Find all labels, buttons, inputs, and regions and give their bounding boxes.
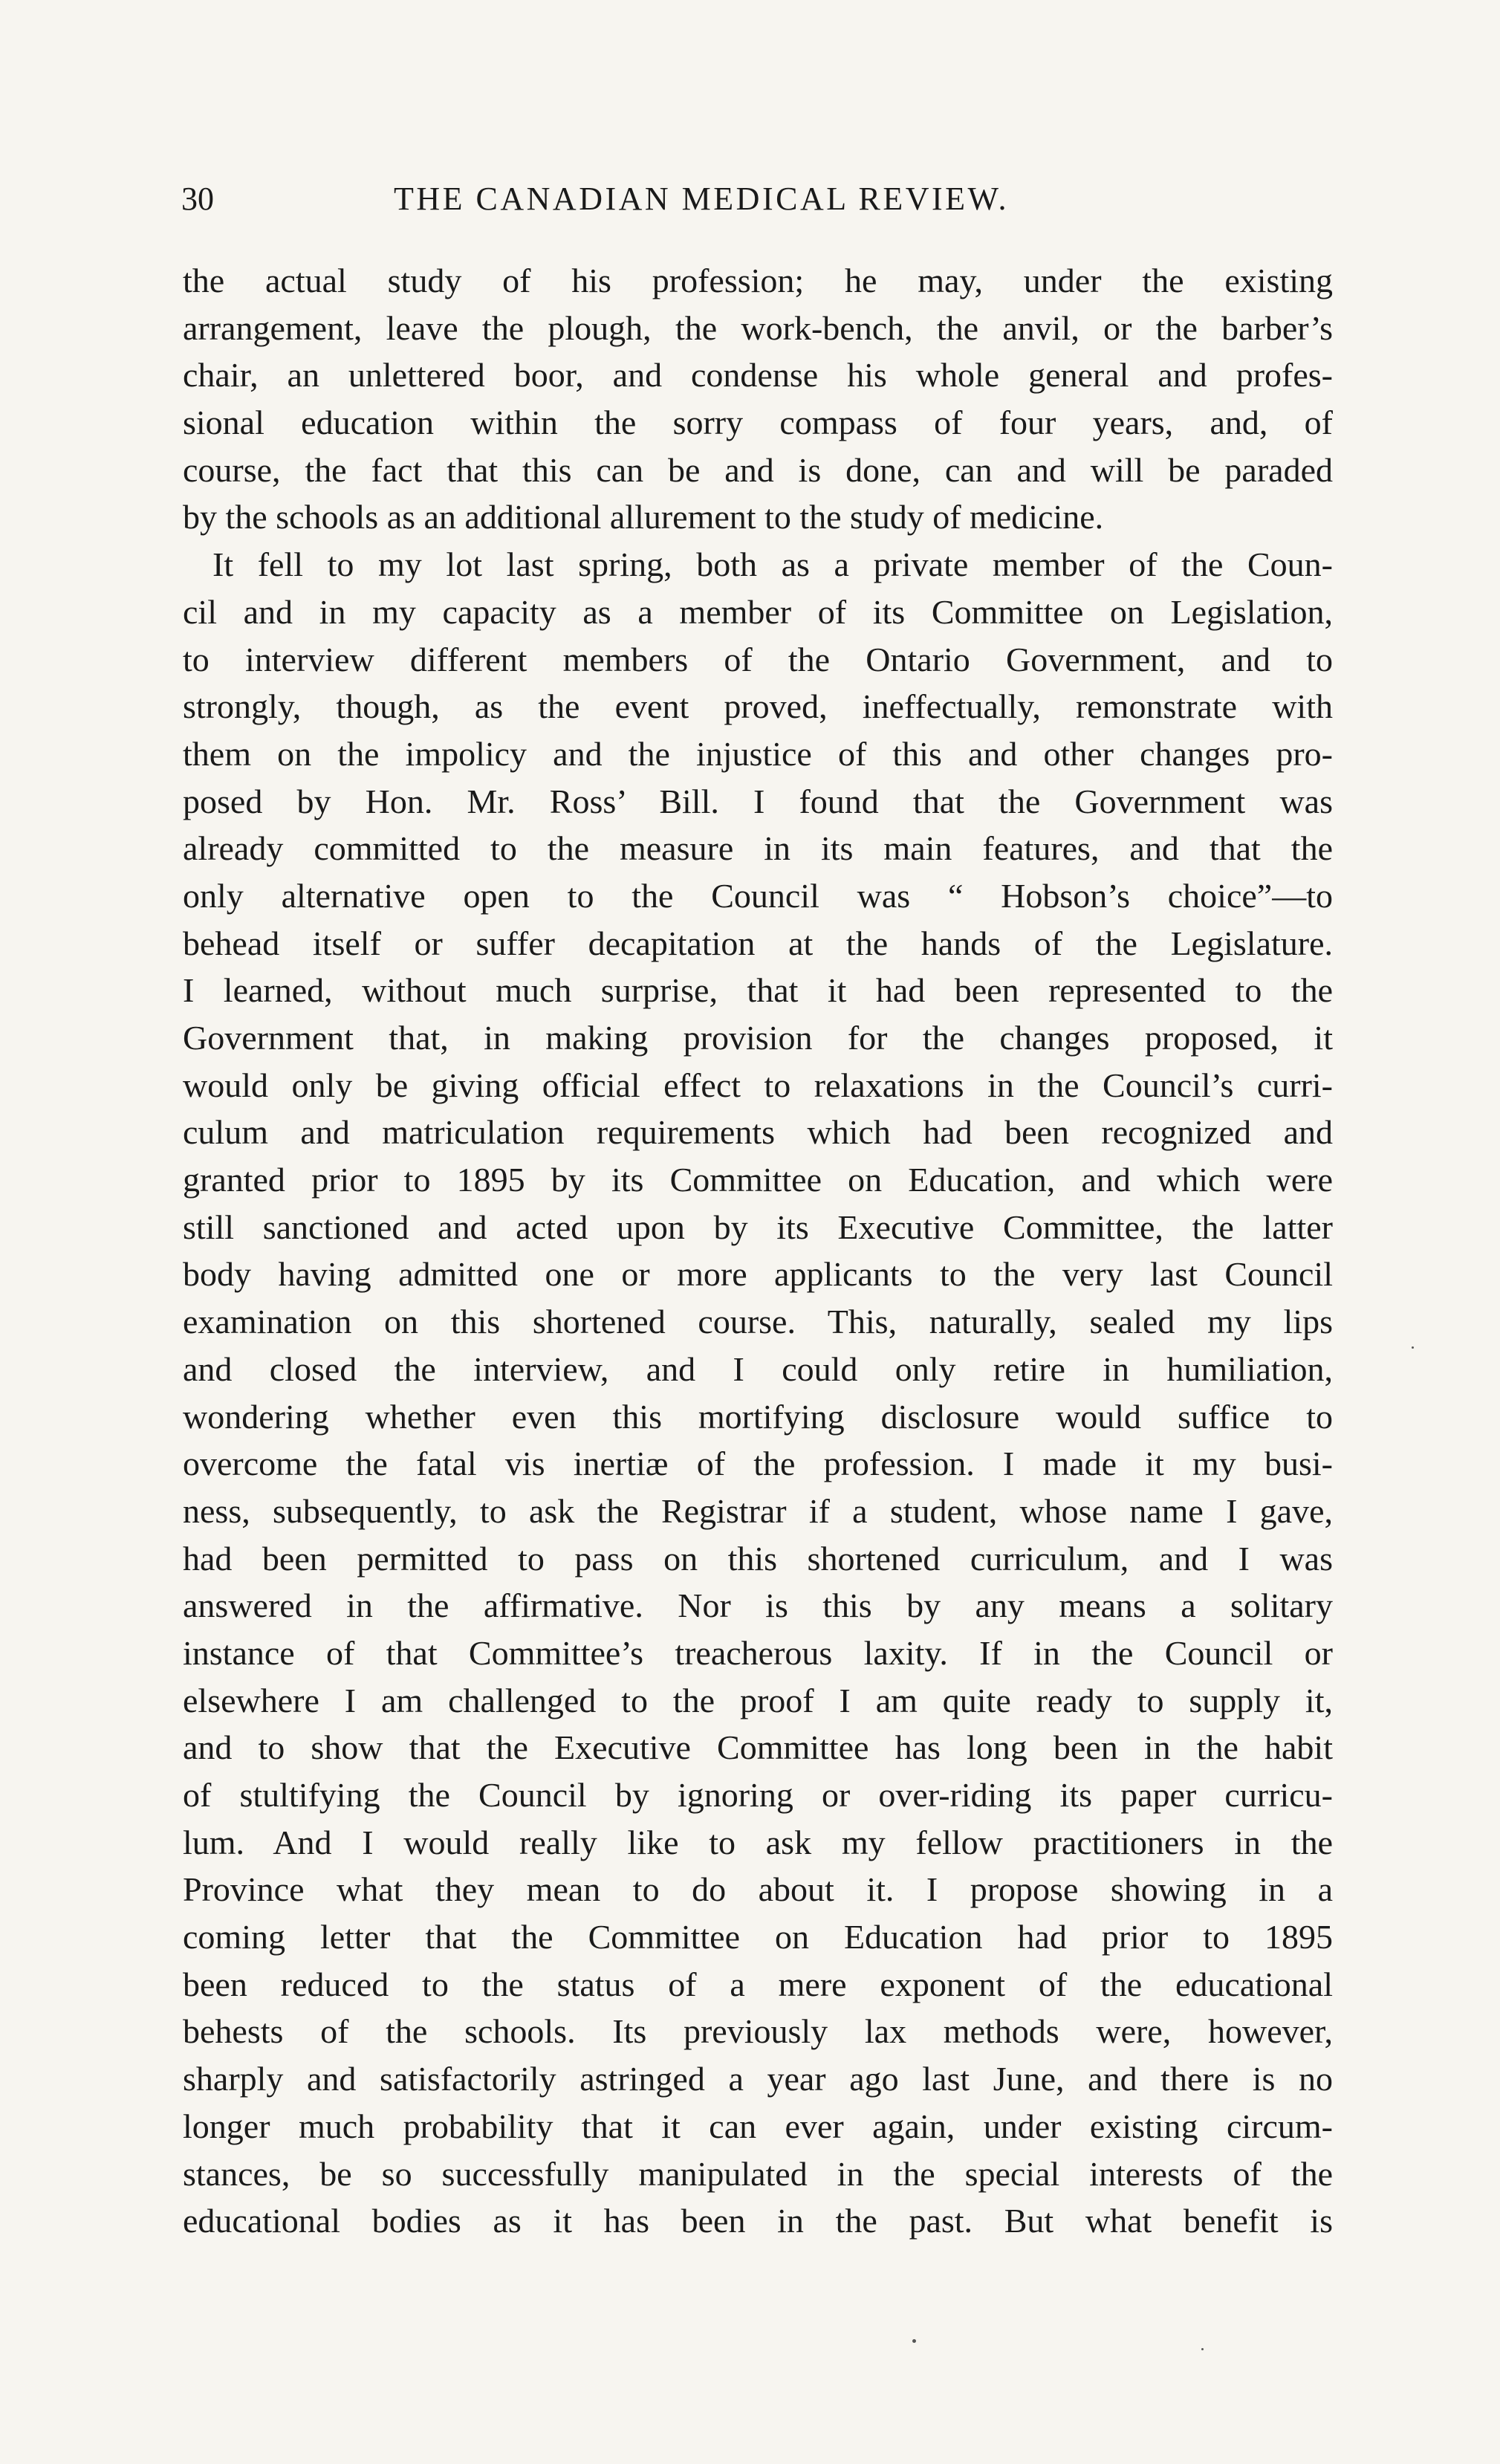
page-number: 30 <box>181 181 214 217</box>
text-line: stances, be so successfully manipulated in the special interests of the <box>183 2154 1333 2193</box>
text-line: been reduced to the status of a mere exponent of the educational <box>183 1965 1333 2003</box>
text-line: granted prior to 1895 by its Committee on Education, and which were <box>183 1161 1333 1199</box>
text-line: examination on this shortened course. This, naturally, sealed my lips <box>183 1303 1333 1341</box>
scan-speck <box>1201 2348 1204 2350</box>
text-line: Province what they mean to do about it. I propose showing in a <box>183 1870 1333 1909</box>
text-line: educational bodies as it has been in the past. But what benefit is <box>183 2202 1333 2240</box>
text-line: overcome the fatal vis inertiæ of the profession. I made it my busi- <box>183 1445 1333 1483</box>
text-line: the actual study of his profession; he may, under the existing <box>183 262 1333 299</box>
scan-speck <box>912 2339 916 2343</box>
text-line: already committed to the measure in its main features, and that the <box>183 829 1333 868</box>
text-line: by the schools as an additional allurement to the study of medicine. <box>183 498 1104 536</box>
text-line: sional education within the sorry compass of four years, and, of <box>183 403 1333 442</box>
text-line: lum. And I would really like to ask my fellow practitioners in the <box>183 1823 1333 1861</box>
text-line: elsewhere I am challenged to the proof I am quite ready to supply it, <box>183 1681 1333 1719</box>
text-line: longer much probability that it can ever again, under existing circum- <box>183 2107 1333 2145</box>
text-line: I learned, without much surprise, that it had been represented to the <box>183 971 1333 1010</box>
text-line: only alternative open to the Council was “ Hobson’s choice”—to <box>183 876 1333 915</box>
text-line: Government that, in making provision for the changes proposed, it <box>183 1019 1333 1057</box>
body-text <box>183 257 1333 2245</box>
running-title: THE CANADIAN MEDICAL REVIEW. <box>394 181 1009 217</box>
text-line: would only be giving official effect to relaxations in the Council’s curri- <box>183 1066 1333 1104</box>
page-header <box>181 177 1329 221</box>
text-line: them on the impolicy and the injustice of this and other changes pro- <box>183 734 1333 773</box>
text-line: and to show that the Executive Committee has long been in the habit <box>183 1728 1333 1767</box>
text-line: strongly, though, as the event proved, ineffectually, remonstrate with <box>183 687 1333 726</box>
text-line: ness, subsequently, to ask the Registrar if a student, whose name I gave, <box>183 1491 1333 1530</box>
text-line: had been permitted to pass on this shortened curriculum, and I was <box>183 1539 1333 1578</box>
text-line: behead itself or suffer decapitation at the hands of the Legislature. <box>183 924 1333 962</box>
text-line: cil and in my capacity as a member of its Committee on Legislation, <box>183 592 1333 631</box>
text-line: instance of that Committee’s treacherous laxity. If in the Council or <box>183 1633 1333 1672</box>
text-line: of stultifying the Council by ignoring or over-riding its paper curricu- <box>183 1776 1333 1814</box>
text-line: chair, an unlettered boor, and condense his whole general and profes- <box>183 356 1333 395</box>
scan-speck <box>1412 1346 1414 1349</box>
text-line: sharply and satisfactorily astringed a year ago last June, and there is no <box>183 2060 1333 2098</box>
text-line: posed by Hon. Mr. Ross’ Bill. I found that the Government was <box>183 782 1333 820</box>
text-line: It fell to my lot last spring, both as a private member of the Coun- <box>212 545 1333 584</box>
text-line: course, the fact that this can be and is done, can and will be paraded <box>183 450 1333 489</box>
text-line: and closed the interview, and I could only retire in humiliation, <box>183 1349 1333 1388</box>
text-line: arrangement, leave the plough, the work-bench, the anvil, or the barber’s <box>183 308 1333 347</box>
text-line: answered in the affirmative. Nor is this by any means a solitary <box>183 1586 1333 1625</box>
text-line: to interview different members of the Ontario Government, and to <box>183 640 1333 678</box>
text-line: body having admitted one or more applicants to the very last Council <box>183 1255 1333 1294</box>
text-line: behests of the schools. Its previously lax methods were, however, <box>183 2012 1333 2051</box>
text-line: wondering whether even this mortifying disclosure would suffice to <box>183 1397 1333 1436</box>
text-line: still sanctioned and acted upon by its Executive Committee, the latter <box>183 1207 1333 1246</box>
text-line: coming letter that the Committee on Education had prior to 1895 <box>183 1918 1333 1956</box>
text-line: culum and matriculation requirements which had been recognized and <box>183 1113 1333 1152</box>
